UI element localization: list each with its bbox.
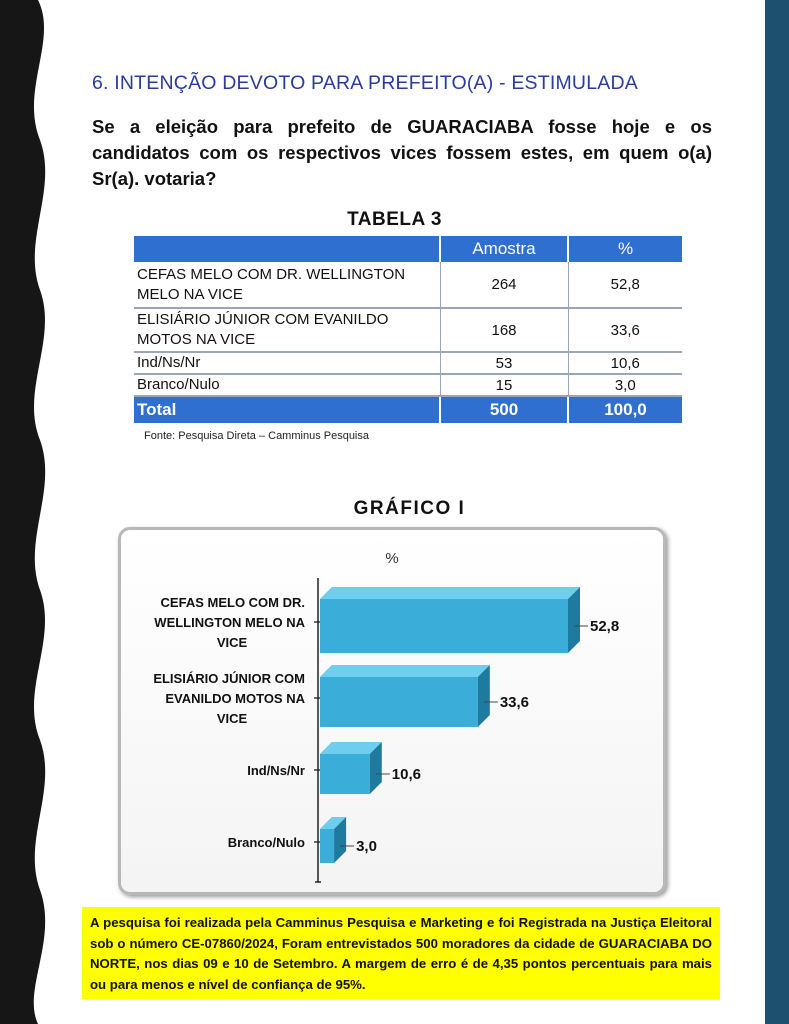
bar-category-label: WELLINGTON MELO NA xyxy=(154,615,305,630)
bar-category-label: VICE xyxy=(216,635,248,650)
section-heading: 6. INTENÇÃO DEVOTO PARA PREFEITO(A) - ESTIMULADA xyxy=(92,72,638,94)
row-percent: 10,6 xyxy=(568,352,682,374)
row-amostra: 53 xyxy=(440,352,568,374)
survey-question: Se a eleição para prefeito de GUARACIABA fosse hoje e os candidatos com os respectivos vices fossem estes, em quem o(a) Sr(a). votaria? xyxy=(92,116,712,189)
bar xyxy=(320,677,478,727)
row-name: Branco/Nulo xyxy=(134,374,440,396)
bar-category-label: EVANILDO MOTOS NA xyxy=(165,691,305,706)
row-name: CEFAS MELO COM DR. WELLINGTON MELO NA VICE xyxy=(134,262,440,308)
total-amostra: 500 xyxy=(440,396,568,423)
row-amostra: 168 xyxy=(440,308,568,352)
header-amostra: Amostra xyxy=(440,236,568,262)
bar-top-face xyxy=(320,665,490,677)
bar-value-label: 52,8 xyxy=(590,618,620,635)
bar-category-label: Ind/Ns/Nr xyxy=(247,763,305,778)
chart-title: GRÁFICO I xyxy=(353,498,466,519)
bar-category-label: Branco/Nulo xyxy=(227,835,305,850)
table-source: Fonte: Pesquisa Direta – Camminus Pesquisa xyxy=(144,430,369,442)
bar xyxy=(320,599,568,653)
row-amostra: 15 xyxy=(440,374,568,396)
bar-top-face xyxy=(320,587,580,599)
bar-value-label: 3,0 xyxy=(356,838,377,855)
row-name: Ind/Ns/Nr xyxy=(134,352,440,374)
row-name: ELISIÁRIO JÚNIOR COM EVANILDO MOTOS NA VICE xyxy=(134,308,440,352)
bar-value-label: 33,6 xyxy=(499,694,530,711)
table-title: TABELA 3 xyxy=(347,209,442,230)
methodology-note: A pesquisa foi realizada pela Camminus Pesquisa e Marketing e foi Registrada na Justiça Eleitoral sob o número CE-07860/2024, Foram entrevistados 500 moradores da cidade de GUARACIABA DO NORTE, nos dias 09 e 10 de Setembro. A margem de erro é de 4,35 pontos percentuais para mais ou para menos e nível de confiança de 95%. xyxy=(82,907,720,999)
chart-unit-label: % xyxy=(385,550,399,567)
bar-category-label: ELISIÁRIO JÚNIOR COM xyxy=(153,671,305,686)
bar xyxy=(320,829,334,863)
row-percent: 3,0 xyxy=(568,374,682,396)
row-percent: 33,6 xyxy=(568,308,682,352)
bar-category-label: CEFAS MELO COM DR. xyxy=(160,595,305,610)
bar-value-label: 10,6 xyxy=(391,766,421,783)
total-percent: 100,0 xyxy=(568,396,682,423)
row-amostra: 264 xyxy=(440,262,568,308)
header-percent: % xyxy=(568,236,682,262)
bar xyxy=(320,754,370,794)
bar-category-label: VICE xyxy=(216,711,248,726)
row-percent: 52,8 xyxy=(568,262,682,308)
total-label: Total xyxy=(134,396,440,423)
